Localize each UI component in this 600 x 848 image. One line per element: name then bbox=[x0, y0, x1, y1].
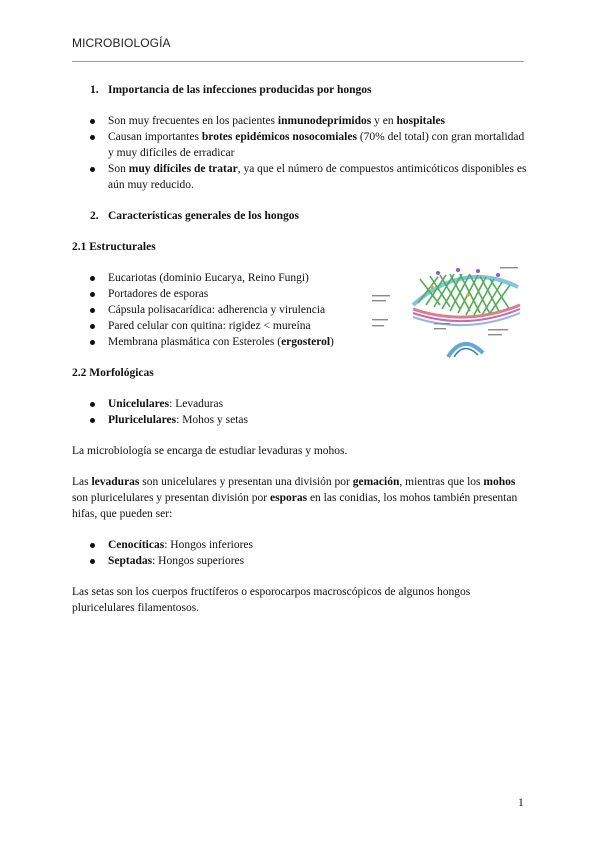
list-item: Cápsula polisacarídica: adherencia y virulencia bbox=[72, 302, 527, 318]
paragraph-1: La microbiología se encarga de estudiar levaduras y mohos. bbox=[72, 445, 348, 457]
list-item: Membrana plasmática con Esteroles (ergosterol) bbox=[72, 334, 527, 350]
page-header-title: MICROBIOLOGÍA bbox=[72, 36, 171, 50]
cell-wall-diagram-icon bbox=[368, 265, 526, 365]
paragraph-3: Las setas son los cuerpos fructíferos o esporocarpos macroscópicos de algunos hongos pluricelulares filamentosos. bbox=[72, 586, 471, 614]
list-item: Pluricelulares: Mohos y setas bbox=[72, 412, 527, 428]
list-item: Septadas: Hongos superiores bbox=[72, 553, 527, 569]
page-number: 1 bbox=[518, 797, 524, 809]
list-item: Eucariotas (dominio Eucarya, Reino Fungi) bbox=[72, 270, 527, 286]
list-item: Son muy frecuentes en los pacientes inmunodeprimidos y en hospitales bbox=[72, 113, 527, 129]
section-2-2-list bbox=[72, 396, 527, 428]
hifas-list bbox=[72, 537, 527, 569]
list-item: Cenocíticas: Hongos inferiores bbox=[72, 537, 527, 553]
list-item: Unicelulares: Levaduras bbox=[72, 396, 527, 412]
section-2-1-heading: 2.1 Estructurales bbox=[72, 241, 156, 253]
section-2-heading: 2. Características generales de los hongos bbox=[90, 210, 299, 222]
list-item: Causan importantes brotes epidémicos nosocomiales (70% del total) con gran mortalidad y muy difíciles de erradicar bbox=[72, 129, 527, 161]
cell-wall-illustration bbox=[368, 265, 526, 365]
list-item: Portadores de esporas bbox=[72, 286, 527, 302]
paragraph-2: Las levaduras son unicelulares y presentan una división por gemación, mientras que los mohos son pluricelulares y presentan división por esporas en las conidias, los mohos también presentan hifas, que pueden ser: bbox=[72, 476, 518, 520]
list-item: Son muy difíciles de tratar, ya que el número de compuestos antimicóticos disponibles es aún muy reducido. bbox=[72, 161, 527, 193]
section-1-list bbox=[72, 113, 527, 193]
header-divider bbox=[72, 61, 524, 62]
section-2-2-heading: 2.2 Morfológicas bbox=[72, 367, 154, 379]
list-item: Pared celular con quitina: rigidez < mureína bbox=[72, 318, 527, 334]
section-1-heading: 1. Importancia de las infecciones producidas por hongos bbox=[90, 84, 372, 96]
